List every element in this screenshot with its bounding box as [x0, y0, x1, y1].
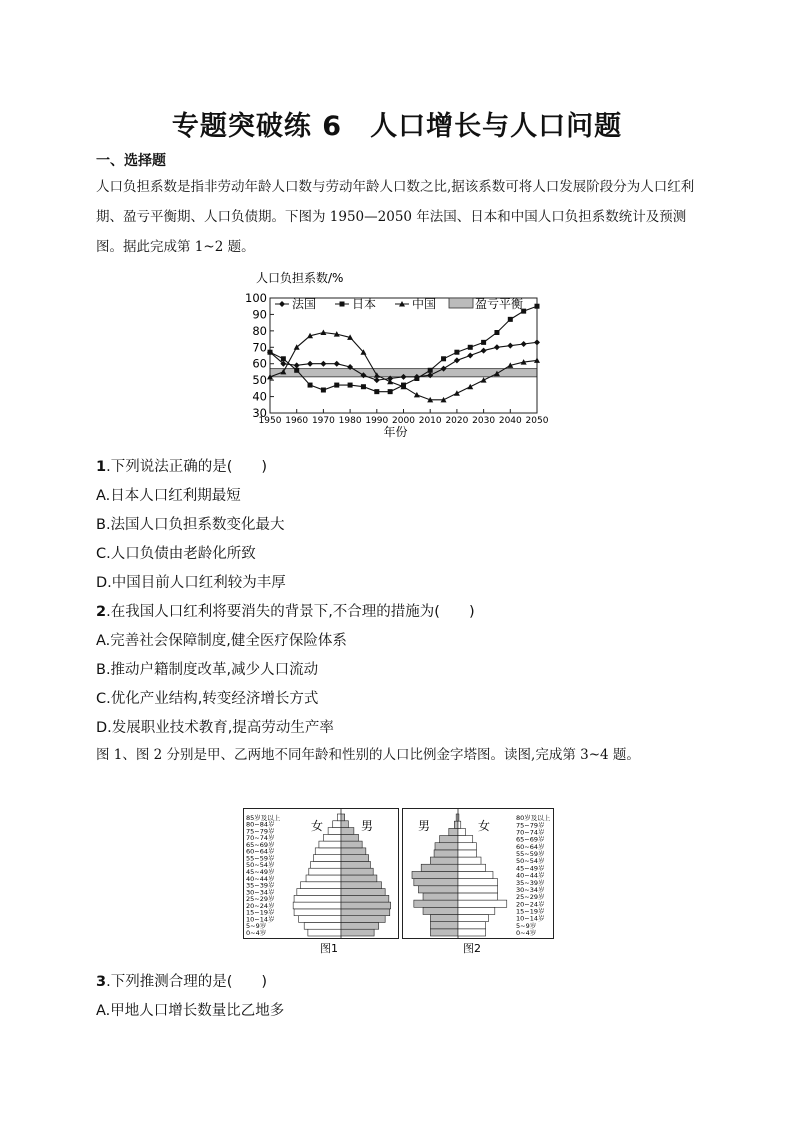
question-1-stem: 1.下列说法正确的是( )	[96, 459, 268, 475]
question-2-option-c: C.优化产业结构,转变经济增长方式	[96, 691, 319, 707]
bar-男	[423, 907, 458, 914]
data-point	[468, 345, 473, 350]
bar-女	[324, 834, 341, 841]
age-label: 60~64岁	[246, 847, 275, 856]
age-label: 40~44岁	[516, 871, 545, 880]
age-label: 5~9岁	[516, 921, 537, 930]
age-label: 65~69岁	[516, 835, 545, 844]
question-1-option-a: A.日本人口红利期最短	[96, 488, 241, 504]
bar-女	[294, 895, 341, 902]
data-point	[414, 392, 420, 398]
bar-女	[311, 861, 341, 868]
line-chart	[240, 268, 560, 438]
data-point	[454, 357, 460, 363]
data-point	[307, 361, 313, 367]
bar-女	[315, 848, 341, 855]
bar-女	[458, 836, 473, 843]
bar-女	[458, 900, 507, 907]
bar-男	[430, 922, 458, 929]
legend-label: 盈亏平衡	[475, 297, 524, 311]
data-point	[388, 389, 393, 394]
bar-女	[306, 875, 341, 882]
bar-女	[458, 929, 486, 936]
data-point	[321, 388, 326, 393]
x-tick-label: 2010	[418, 416, 442, 426]
bar-女	[328, 828, 341, 835]
age-label: 45~49岁	[246, 868, 275, 876]
data-point	[481, 377, 487, 383]
age-label: 55~59岁	[516, 850, 545, 859]
bar-女	[313, 855, 341, 862]
bar-男	[341, 848, 366, 855]
section-heading: 一、选择题	[96, 153, 166, 169]
x-tick-label: 2000	[392, 416, 415, 426]
legend-marker	[340, 302, 345, 307]
plot-frame	[270, 298, 537, 413]
bar-男	[449, 828, 458, 835]
data-point	[494, 344, 500, 350]
bar-女	[458, 864, 486, 871]
bar-男	[341, 855, 369, 862]
data-point	[414, 376, 419, 381]
bar-女	[458, 843, 476, 850]
bar-女	[458, 871, 493, 878]
bar-女	[458, 879, 498, 886]
data-point	[308, 383, 313, 388]
bar-男	[423, 893, 458, 900]
bar-女	[458, 893, 498, 900]
bar-男	[341, 814, 345, 821]
age-label: 50~54岁	[516, 857, 545, 866]
age-label: 0~4岁	[516, 929, 537, 937]
bar-男	[341, 929, 374, 936]
bar-男	[412, 871, 458, 878]
bar-女	[458, 922, 486, 929]
bar-男	[341, 909, 390, 916]
age-label: 35~39岁	[246, 881, 275, 890]
bar-女	[299, 916, 341, 923]
x-tick-label: 1980	[338, 416, 362, 426]
series-triangle	[267, 330, 540, 403]
y-tick-label: 70	[252, 340, 267, 355]
data-point	[508, 317, 513, 322]
right-sex-label: 男	[361, 819, 374, 833]
data-point	[268, 350, 273, 355]
bar-女	[333, 821, 341, 828]
pyramid-caption: 图2	[463, 942, 481, 955]
pyramid-caption: 图1	[320, 942, 338, 955]
bar-男	[421, 864, 458, 871]
data-point	[507, 343, 513, 349]
age-label: 30~34岁	[516, 885, 545, 894]
age-label: 75~79岁	[246, 827, 275, 836]
bar-男	[414, 900, 458, 907]
age-label: 30~34岁	[246, 888, 275, 897]
bar-女	[458, 907, 495, 914]
age-label: 75~79岁	[516, 821, 545, 830]
bar-女	[294, 909, 341, 916]
bar-男	[341, 841, 362, 848]
bar-女	[458, 850, 476, 857]
question-2-stem: 2.在我国人口红利将要消失的背景下,不合理的措施为( )	[96, 604, 475, 620]
bar-男	[341, 922, 379, 929]
bar-男	[430, 914, 458, 921]
question-1-option-d: D.中国目前人口红利较为丰厚	[96, 575, 286, 591]
bar-女	[458, 828, 465, 835]
age-label: 45~49岁	[516, 864, 545, 873]
data-point	[374, 389, 379, 394]
data-point	[534, 339, 540, 345]
bar-女	[458, 857, 481, 864]
question-2-option-b: B.推动户籍制度改革,减少人口流动	[96, 662, 319, 678]
age-label: 80岁及以上	[516, 814, 551, 823]
data-point	[467, 353, 473, 359]
data-point	[428, 368, 433, 373]
bar-男	[434, 850, 458, 857]
bar-女	[458, 821, 461, 828]
bar-男	[341, 834, 358, 841]
age-label: 40~44岁	[246, 874, 275, 883]
x-tick-label: 1960	[285, 416, 309, 426]
right-sex-label: 女	[478, 819, 491, 833]
bar-男	[341, 821, 348, 828]
age-label: 20~24岁	[246, 901, 275, 910]
x-axis-label: 年份	[383, 425, 408, 438]
y-tick-label: 80	[252, 323, 267, 338]
bar-女	[458, 914, 488, 921]
x-tick-label: 2030	[472, 416, 496, 426]
question-1-option-c: C.人口负债由老龄化所致	[96, 546, 256, 562]
bar-男	[440, 836, 458, 843]
data-point	[535, 304, 540, 309]
bar-女	[337, 814, 341, 821]
data-point	[441, 356, 446, 361]
question-2-option-d: D.发展职业技术教育,提高劳动生产率	[96, 720, 334, 736]
age-label: 85岁及以上	[246, 813, 281, 822]
population-pyramid-2	[402, 808, 554, 956]
age-label: 70~74岁	[516, 828, 545, 837]
bar-男	[418, 886, 458, 893]
data-point	[481, 348, 487, 354]
data-point	[334, 361, 340, 367]
data-point	[454, 350, 459, 355]
bar-男	[341, 861, 370, 868]
age-label: 10~14岁	[246, 915, 275, 924]
data-point	[521, 341, 527, 347]
bar-女	[301, 882, 341, 889]
y-tick-label: 40	[252, 389, 267, 404]
data-point	[481, 340, 486, 345]
bar-男	[430, 857, 458, 864]
age-label: 80~84岁	[246, 820, 275, 829]
age-label: 35~39岁	[516, 878, 545, 887]
y-tick-label: 30	[252, 406, 267, 420]
bar-男	[341, 902, 391, 909]
y-tick-label: 60	[252, 356, 267, 371]
bar-女	[297, 889, 341, 896]
y-tick-label: 100	[245, 291, 267, 305]
data-point	[374, 377, 380, 383]
age-label: 65~69岁	[246, 840, 275, 849]
data-point	[294, 368, 299, 373]
legend-marker	[279, 301, 285, 307]
question-3-stem: 3.下列推测合理的是( )	[96, 974, 268, 990]
data-point	[454, 390, 460, 396]
x-tick-label: 1950	[258, 416, 282, 426]
bar-女	[458, 886, 498, 893]
bar-男	[341, 828, 354, 835]
y-axis-label: 人口负担系数/%	[256, 271, 344, 285]
bar-男	[341, 875, 377, 882]
x-tick-label: 1970	[311, 416, 335, 426]
x-tick-label: 2040	[498, 416, 522, 426]
x-tick-label: 2050	[525, 416, 549, 426]
x-tick-label: 1990	[365, 416, 389, 426]
bar-女	[319, 841, 341, 848]
age-label: 5~9岁	[246, 922, 267, 931]
data-point	[281, 356, 286, 361]
data-point	[467, 384, 473, 390]
bar-男	[341, 889, 385, 896]
bar-男	[435, 843, 458, 850]
question-3-option-a: A.甲地人口增长数量比乙地多	[96, 1003, 285, 1019]
age-label: 10~14岁	[516, 914, 545, 923]
bar-男	[430, 929, 458, 936]
population-pyramid-1	[243, 808, 399, 956]
question-1-option-b: B.法国人口负担系数变化最大	[96, 517, 285, 533]
question-2-option-a: A.完善社会保障制度,健全医疗保险体系	[96, 633, 347, 649]
data-point	[334, 383, 339, 388]
age-label: 15~19岁	[516, 907, 545, 916]
age-label: 70~74岁	[246, 834, 275, 843]
left-sex-label: 男	[418, 819, 431, 833]
age-label: 0~4岁	[246, 929, 267, 937]
bar-男	[414, 879, 458, 886]
intro-paragraph-1: 人口负担系数是指非劳动年龄人口数与劳动年龄人口数之比,据该系数可将人口发展阶段分为人口红利期、盈亏平衡期、人口负债期。下图为 1950—2050 年法国、日本和中国人口负担系数统计及预测图。据此完成第 1~2 题。	[96, 179, 695, 255]
x-tick-label: 2020	[445, 416, 469, 426]
age-label: 15~19岁	[246, 908, 275, 917]
bar-女	[304, 922, 341, 929]
bar-女	[309, 868, 341, 875]
data-point	[494, 330, 499, 335]
legend-label: 法国	[292, 297, 317, 311]
data-point	[348, 383, 353, 388]
page-title: 专题突破练 6 人口增长与人口问题	[171, 111, 623, 142]
y-tick-label: 50	[252, 373, 267, 388]
age-label: 20~24岁	[516, 900, 545, 909]
bar-男	[454, 821, 458, 828]
left-sex-label: 女	[311, 819, 324, 833]
bar-男	[341, 868, 373, 875]
age-label: 60~64岁	[516, 842, 545, 851]
legend-label: 日本	[352, 297, 377, 311]
age-label: 25~29岁	[516, 893, 545, 902]
y-tick-label: 90	[252, 307, 267, 322]
data-point	[361, 384, 366, 389]
data-point	[320, 361, 326, 367]
legend-band-swatch	[449, 298, 473, 308]
legend-label: 中国	[412, 297, 437, 311]
age-label: 50~54岁	[246, 861, 275, 870]
bar-男	[341, 882, 381, 889]
series-square	[268, 304, 540, 394]
bar-女	[458, 814, 459, 821]
age-label: 55~59岁	[246, 854, 275, 863]
bar-女	[293, 902, 341, 909]
data-point	[294, 362, 300, 368]
age-label: 25~29岁	[246, 895, 275, 904]
bar-男	[341, 916, 385, 923]
bar-女	[308, 929, 341, 936]
bar-男	[341, 895, 389, 902]
data-point	[387, 379, 393, 385]
intro-paragraph-2: 图 1、图 2 分别是甲、乙两地不同年龄和性别的人口比例金字塔图。读图,完成第 3~4 题。	[96, 747, 640, 763]
